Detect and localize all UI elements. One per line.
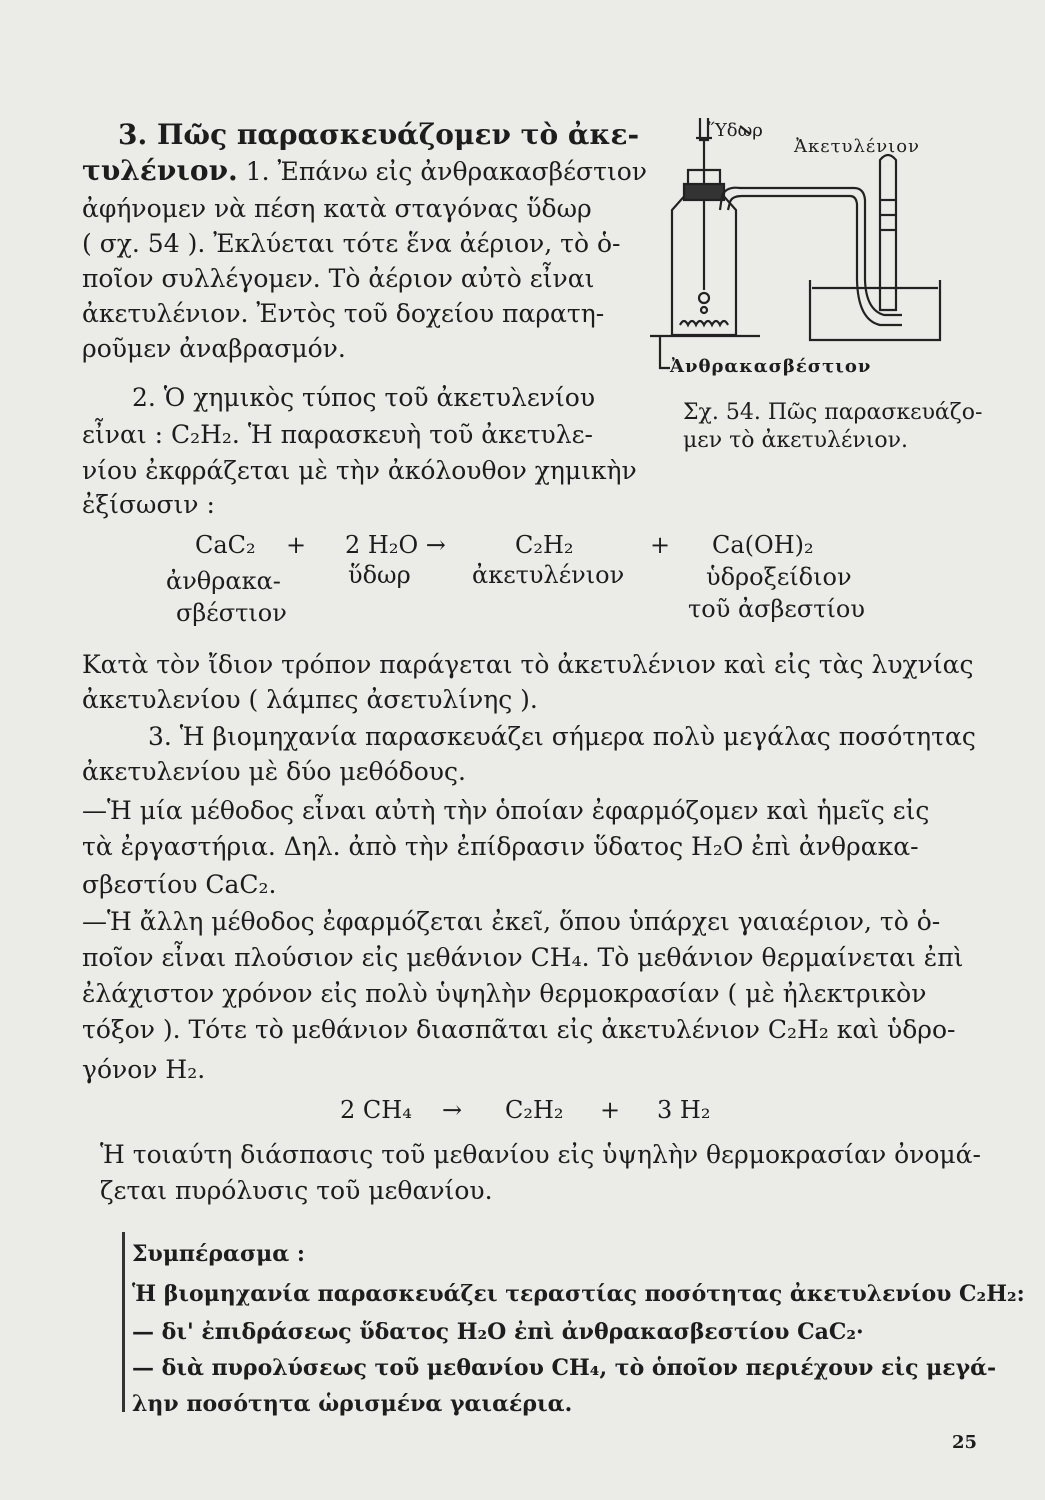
para4-line: γόνον H₂. bbox=[82, 1055, 206, 1084]
eq2-term: 3 H₂ bbox=[657, 1096, 711, 1124]
figure-caption: μεν τὸ ἀκετυλένιον. bbox=[683, 428, 908, 453]
eq2-term: 2 CH₄ bbox=[340, 1096, 412, 1124]
title-line-2 bbox=[82, 156, 647, 187]
para5-line: ζεται πυρόλυσις τοῦ μεθανίου. bbox=[100, 1176, 493, 1205]
eq1-label: ἀκετυλένιον bbox=[472, 561, 625, 589]
para1-line: ἀκετυλένιον. Ἐντὸς τοῦ δοχείου παρατη- bbox=[82, 299, 605, 328]
eq2-operator: + bbox=[600, 1096, 621, 1124]
para3-line: Κατὰ τὸν ἴδιον τρόπον παράγεται τὸ ἀκετυλένιον καὶ εἰς τὰς λυχνίας bbox=[82, 650, 974, 679]
para4-line: ποῖον εἶναι πλούσιον εἰς μεθάνιον CH₄. Τὸ μεθάνιον θερμαίνεται ἐπὶ bbox=[82, 943, 964, 972]
conclusion-line: Ἡ βιομηχανία παρασκευάζει τεραστίας ποσότητας ἀκετυλενίου C₂H₂: bbox=[132, 1281, 1025, 1307]
conclusion-line: — δι' ἐπιδράσεως ὕδατος H₂O ἐπὶ ἀνθρακασβεστίου CaC₂· bbox=[132, 1319, 864, 1345]
eq1-operator: + bbox=[650, 531, 671, 559]
para4-line: 3. Ἡ βιομηχανία παρασκευάζει σήμερα πολὺ μεγάλας ποσότητας bbox=[148, 722, 976, 751]
eq1-label: σβέστιον bbox=[176, 599, 287, 627]
conclusion-line: λην ποσότητα ὡρισμένα γαιαέρια. bbox=[132, 1391, 573, 1417]
para2-line: νίου ἐκφράζεται μὲ τὴν ἀκόλουθον χημικὴν bbox=[82, 456, 637, 485]
para4-line: ἀκετυλενίου μὲ δύο μεθόδους. bbox=[82, 757, 466, 786]
eq2-term: C₂H₂ bbox=[505, 1096, 564, 1124]
para5-line: Ἡ τοιαύτη διάσπασις τοῦ μεθανίου εἰς ὑψηλὴν θερμοκρασίαν ὀνομά- bbox=[100, 1140, 981, 1169]
section-title: 3. Πῶς παρασκευάζομεν τὸ ἀκε- bbox=[118, 118, 640, 151]
page-number: 25 bbox=[951, 1432, 977, 1453]
label-acetylene: Ἀκετυλένιον bbox=[794, 136, 920, 157]
conclusion-bar bbox=[122, 1232, 125, 1412]
eq1-term: 2 H₂O → bbox=[345, 531, 446, 559]
para1-line: ροῦμεν ἀναβρασμόν. bbox=[82, 334, 346, 363]
para2-line: ἐξίσωσιν : bbox=[82, 490, 215, 519]
para1-start: 1. Ἐπάνω εἰς ἀνθρακασβέστιον bbox=[237, 157, 648, 186]
eq1-label: ὕδωρ bbox=[348, 561, 411, 589]
conclusion-line: — διὰ πυρολύσεως τοῦ μεθανίου CH₄, τὸ ὁποῖον περιέχουν εἰς μεγά- bbox=[132, 1355, 997, 1381]
para3-line: ἀκετυλενίου ( λάμπες ἀσετυλίνης ). bbox=[82, 685, 538, 714]
title-word: τυλένιον. bbox=[82, 154, 238, 187]
label-water: Ὕδωρ bbox=[708, 120, 763, 141]
para1-line: ( σχ. 54 ). Ἐκλύεται τότε ἕνα ἀέριον, τὸ ὁ- bbox=[82, 229, 621, 258]
eq1-operator: + bbox=[286, 531, 307, 559]
eq1-label: ἀνθρακα- bbox=[166, 567, 281, 595]
eq1-term: CaC₂ bbox=[195, 531, 256, 559]
para4-line: —Ἡ μία μέθοδος εἶναι αὐτὴ τὴν ὁποίαν ἐφαρμόζομεν καὶ ἡμεῖς εἰς bbox=[82, 796, 930, 825]
para1-line: ἀφήνομεν νὰ πέση κατὰ σταγόνας ὕδωρ bbox=[82, 194, 592, 223]
eq1-label: ὑδροξείδιον bbox=[706, 563, 852, 591]
para4-line: ἐλάχιστον χρόνον εἰς πολὺ ὑψηλὴν θερμοκρασίαν ( μὲ ἠλεκτρικὸν bbox=[82, 979, 927, 1008]
eq1-term: C₂H₂ bbox=[515, 531, 574, 559]
para2-line: 2. Ὁ χημικὸς τύπος τοῦ ἀκετυλενίου bbox=[132, 383, 596, 412]
eq1-label: τοῦ ἀσβεστίου bbox=[688, 595, 865, 623]
apparatus-figure bbox=[640, 110, 960, 384]
para4-line: τὰ ἐργαστήρια. Δηλ. ἀπὸ τὴν ἐπίδρασιν ὕδατος H₂O ἐπὶ ἀνθρακα- bbox=[82, 832, 919, 861]
label-carbide: Ἀνθρακασβέστιον bbox=[670, 356, 872, 377]
eq2-arrow: → bbox=[442, 1096, 463, 1124]
para4-line: σβεστίου CaC₂. bbox=[82, 870, 277, 899]
para1-line: ποῖον συλλέγομεν. Τὸ ἀέριον αὐτὸ εἶναι bbox=[82, 264, 595, 293]
conclusion-heading: Συμπέρασμα : bbox=[132, 1241, 305, 1267]
figure-caption: Σχ. 54. Πῶς παρασκευάζο- bbox=[683, 400, 983, 425]
para4-line: τόξον ). Τότε τὸ μεθάνιον διασπᾶται εἰς ἀκετυλένιον C₂H₂ καὶ ὑδρο- bbox=[82, 1015, 956, 1044]
para2-line: εἶναι : C₂H₂. Ἡ παρασκευὴ τοῦ ἀκετυλε- bbox=[82, 420, 593, 449]
para4-line: —Ἡ ἄλλη μέθοδος ἐφαρμόζεται ἐκεῖ, ὅπου ὑπάρχει γαιαέριον, τὸ ὁ- bbox=[82, 907, 941, 936]
eq1-term: Ca(OH)₂ bbox=[712, 531, 814, 559]
